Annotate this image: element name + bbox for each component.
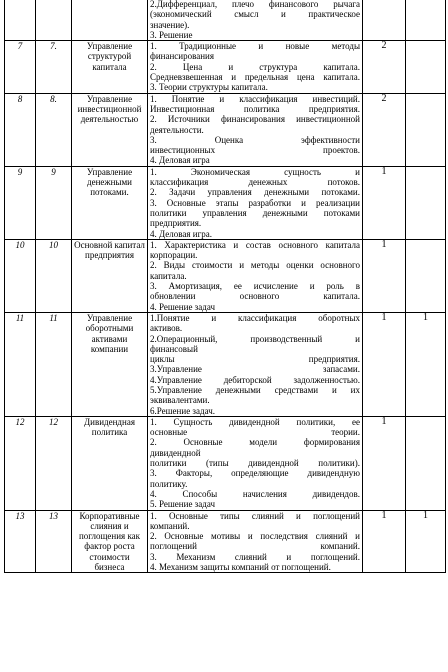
content-line: политики управления денежными потоками: [150, 207, 360, 218]
content-line: 5. Решение задач: [150, 499, 215, 510]
row-number: 10: [5, 239, 36, 312]
content-line: 1.Понятие и классификация оборотных: [150, 312, 360, 323]
content-line: 4.Управление дебиторской задолженностью.: [150, 374, 360, 385]
hours-lecture: 1: [363, 239, 406, 312]
content-line: 2. Цена и структура капитала.: [150, 61, 360, 72]
topic-number: [36, 0, 72, 41]
content-line: финансовый: [150, 343, 198, 354]
topic-title: Корпоративные слияния и поглощения как фактор роста стоимости бизнеса: [72, 510, 148, 573]
row-number: 7: [5, 41, 36, 93]
hours-practice: [406, 166, 446, 239]
content-line: 2. Виды стоимости и методы оценки основного: [150, 260, 360, 271]
topic-content: [148, 416, 363, 510]
topic-number: 9: [36, 166, 72, 239]
topic-number: 10: [36, 239, 72, 312]
table-row: [5, 93, 446, 166]
syllabus-table: [4, 0, 446, 573]
content-line: 1. Экономическая сущность и: [150, 166, 360, 177]
document-page: [4, 0, 445, 573]
table-row: [5, 239, 446, 312]
content-line: деятельности.: [150, 124, 204, 135]
content-line: инвестиционных проектов.: [150, 145, 360, 156]
content-line: 4. Деловая игра: [150, 155, 210, 166]
content-line: основные теории.: [150, 427, 360, 438]
content-line: 3. Механизм слияний и поглощений.: [150, 551, 360, 562]
hours-practice: [406, 239, 446, 312]
topic-content: [148, 312, 363, 416]
topic-number: 8.: [36, 93, 72, 166]
hours-lecture: 1: [363, 312, 406, 416]
hours-practice: [406, 93, 446, 166]
content-line: 1. Характеристика и состав основного капитала: [150, 239, 360, 250]
content-line: 1. Сущность дивидендной политики, ее: [150, 416, 360, 427]
topic-number: 11: [36, 312, 72, 416]
content-line: политику.: [150, 478, 188, 489]
hours-practice: 1: [406, 510, 446, 573]
hours-practice: [406, 0, 446, 41]
topic-number: 7.: [36, 41, 72, 93]
content-line: 4. Деловая игра.: [150, 228, 213, 239]
topic-content: [148, 93, 363, 166]
content-line: поглощений компаний.: [150, 541, 360, 552]
content-line: 4. Механизм защиты компаний от поглощений.: [150, 562, 331, 573]
table-row: [5, 41, 446, 93]
topic-title: Управление инвестиционной деятельностью: [72, 93, 148, 166]
content-line: циклы предприятия.: [150, 354, 360, 365]
hours-practice: [406, 41, 446, 93]
content-line: 3. Оценка эффективности: [150, 134, 360, 145]
hours-lecture: 1: [363, 510, 406, 573]
content-line: 2. Основные мотивы и последствия слияний и: [150, 531, 360, 542]
content-line: 3. Амортизация, ее исчисление и роль в: [150, 281, 360, 292]
content-line: 6.Решение задач.: [150, 405, 215, 416]
content-line: 3. Основные этапы разработки и реализации: [150, 197, 360, 208]
content-line: (экономический смысл и практическое: [150, 9, 360, 20]
topic-title: [72, 0, 148, 41]
content-line: Инвестиционная политика предприятия.: [150, 103, 360, 114]
topic-number: 12: [36, 416, 72, 510]
content-line: капитала.: [150, 270, 187, 281]
topic-title: Управление структурой капитала: [72, 41, 148, 93]
table-row: [5, 416, 446, 510]
topic-content: [148, 166, 363, 239]
row-number: [5, 0, 36, 41]
content-line: обновлении основного капитала.: [150, 291, 360, 302]
topic-title: Основной капитал предприятия: [72, 239, 148, 312]
content-line: 1. Традиционные и новые методы: [150, 41, 360, 52]
topic-title: Дивидендная политика: [72, 416, 148, 510]
content-line: активов.: [150, 323, 183, 334]
row-number: 8: [5, 93, 36, 166]
content-line: 1. Понятие и классификация инвестиций.: [150, 93, 360, 104]
content-line: корпорации.: [150, 250, 198, 261]
topic-title: Управление оборотными активами компании: [72, 312, 148, 416]
hours-lecture: 2: [363, 93, 406, 166]
row-number: 9: [5, 166, 36, 239]
table-row: [5, 0, 446, 41]
content-line: дивидендной: [150, 447, 201, 458]
content-line: 5.Управление денежными средствами и их: [150, 384, 360, 395]
content-line: 2.Операционный, производственный и: [150, 333, 360, 344]
content-line: 2. Основные модели формирования: [150, 437, 360, 448]
content-line: 1. Основные типы слияний и поглощений: [150, 510, 360, 521]
content-line: финансирования: [150, 51, 214, 62]
content-line: политики (типы дивидендной политики).: [150, 458, 360, 469]
topic-content: [148, 41, 363, 93]
row-number: 11: [5, 312, 36, 416]
table-row: [5, 312, 446, 416]
topic-number: 13: [36, 510, 72, 573]
hours-practice: [406, 416, 446, 510]
content-line: 3. Факторы, определяющие дивидендную: [150, 468, 360, 479]
content-line: 4. Способы начисления дивидендов.: [150, 488, 360, 499]
content-line: Средневзвешенная и предельная цена капитала.: [150, 72, 360, 83]
content-line: 3.Управление запасами.: [150, 364, 360, 375]
content-line: 3. Теории структуры капитала.: [150, 82, 268, 93]
hours-lecture: 1: [363, 416, 406, 510]
table-body: [5, 0, 446, 573]
hours-practice: 1: [406, 312, 446, 416]
topic-content: [148, 510, 363, 573]
content-line: компаний.: [150, 520, 190, 531]
content-line: классификация денежных потоков.: [150, 177, 360, 188]
hours-lecture: [363, 0, 406, 41]
content-line: эквивалентами.: [150, 395, 210, 406]
table-row: [5, 510, 446, 573]
table-row: [5, 166, 446, 239]
content-line: 2. Задачи управления денежными потоками.: [150, 187, 360, 198]
hours-lecture: 2: [363, 41, 406, 93]
content-line: 3. Решение: [150, 29, 193, 40]
topic-title: Управление денежными потоками.: [72, 166, 148, 239]
content-line: 2.Дифференциал, плечо финансового рычага: [150, 0, 360, 9]
row-number: 13: [5, 510, 36, 573]
topic-content: [148, 239, 363, 312]
content-line: 4. Решение задач: [150, 301, 215, 312]
topic-content: [148, 0, 363, 41]
row-number: 12: [5, 416, 36, 510]
hours-lecture: 1: [363, 166, 406, 239]
content-line: 2. Источники финансирования инвестиционной: [150, 114, 360, 125]
content-line: значение).: [150, 19, 190, 30]
content-line: предприятия.: [150, 218, 202, 229]
